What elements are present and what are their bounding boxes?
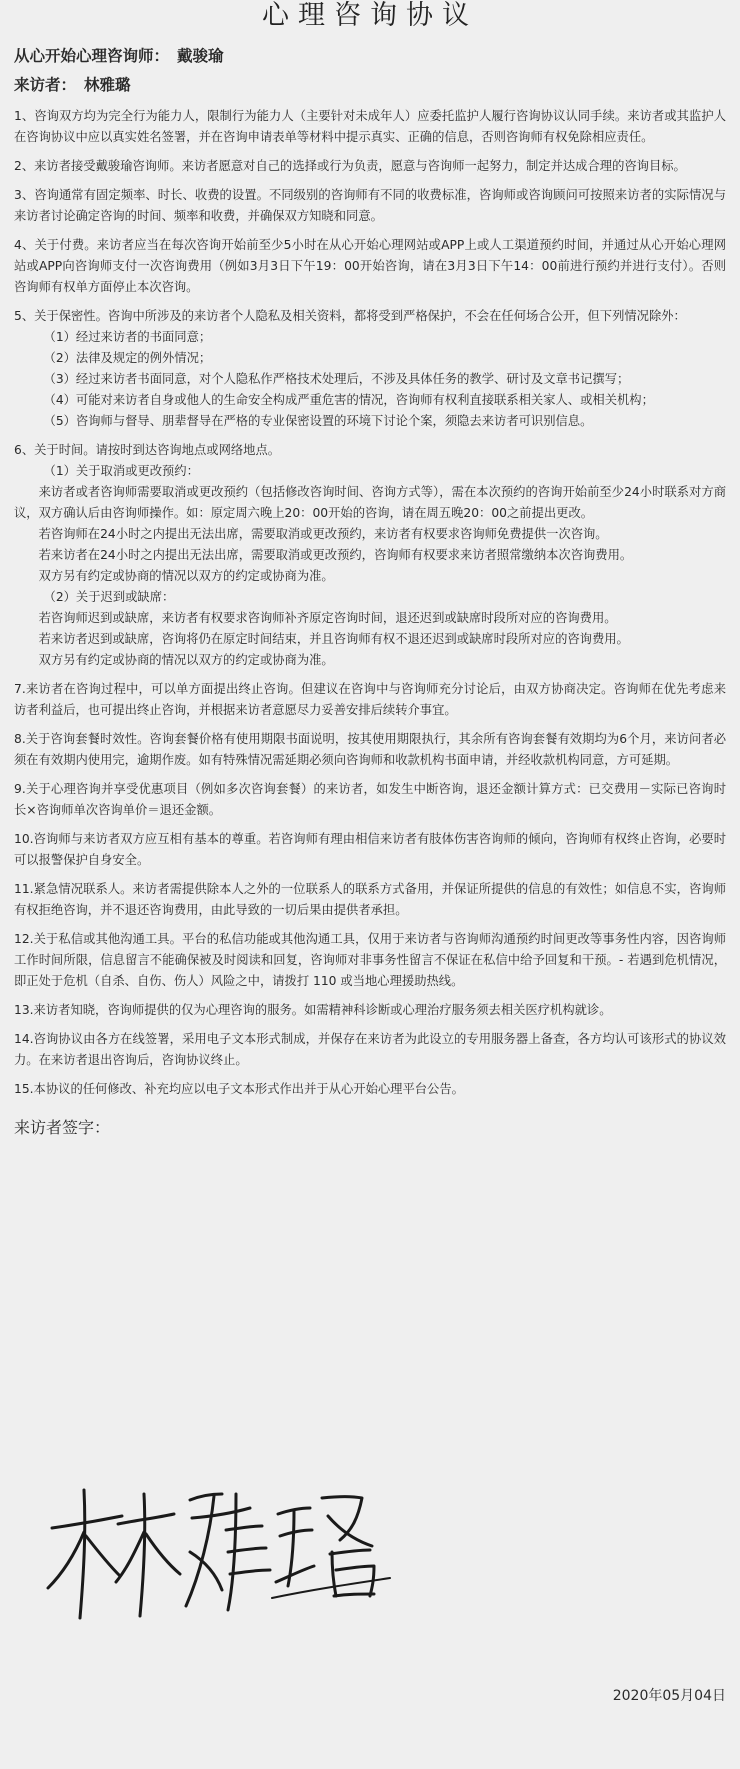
signature-label: 来访者签字： <box>14 1118 111 1137</box>
counselor-label: 从心开始心理咨询师： <box>14 47 170 65</box>
handwritten-signature <box>40 1470 400 1630</box>
clause-5-item-3: （3）经过来访者书面同意，对个人隐私作严格技术处理后，不涉及具体任务的教学、研讨及文章书记撰写； <box>43 372 630 386</box>
clause-10: 10.咨询师与来访者双方应互相有基本的尊重。若咨询师有理由相信来访者有肢体伤害咨询师的倾向，咨询师有权终止咨询，必要时可以报警保护自身安全。 <box>14 832 726 867</box>
agreement-document <box>14 0 726 1138</box>
clause-9: 9.关于心理咨询并享受优惠项目（例如多次咨询套餐）的来访者，如发生中断咨询，退还金额计算方式：已交费用－实际已咨询时长×咨询师单次咨询单价＝退还金额。 <box>14 782 726 817</box>
clause-8: 8.关于咨询套餐时效性。咨询套餐价格有使用期限书面说明，按其使用期限执行，其余所有咨询套餐有效期均为6个月，来访问者必须在有效期内使用完，逾期作废。如有特殊情况需延期必须向咨询师和收款机构书面申请，并经收款机构同意，方可延期。 <box>14 732 726 767</box>
clause-6-sub-1-text-4: 双方另有约定或协商的情况以双方的约定或协商为准。 <box>38 569 334 583</box>
signature-date: 2020年05月04日 <box>612 1688 726 1704</box>
clause-6-sub-2-text-2: 若来访者迟到或缺席，咨询将仍在原定时间结束，并且咨询师有权不退还迟到或缺席时段所对应的咨询费用。 <box>38 632 629 646</box>
clause-14: 14.咨询协议由各方在线签署，采用电子文本形式制成，并保存在来访者为此设立的专用服务器上备查，各方均认可该形式的协议效力。在来访者退出咨询后，咨询协议终止。 <box>14 1032 726 1067</box>
clause-6: 6、关于时间。请按时到达咨询地点或网络地点。 <box>14 443 281 457</box>
clause-5-item-4: （4）可能对来访者自身或他人的生命安全构成严重危害的情况，咨询师有权利直接联系相关家人、或相关机构； <box>43 393 654 407</box>
clause-6-sub-2-text-3: 双方另有约定或协商的情况以双方的约定或协商为准。 <box>38 653 334 667</box>
clause-5: 5、关于保密性。咨询中所涉及的来访者个人隐私及相关资料，都将受到严格保护，不会在任何场合公开，但下列情况除外： <box>14 309 686 323</box>
clause-12: 12.关于私信或其他沟通工具。平台的私信功能或其他沟通工具，仅用于来访者与咨询师沟通预约时间更改等事务性内容，因咨询师工作时间所限，信息留言不能确保被及时阅读和回复，咨询师对非事务性留言不保证在私信中给予回复和干预。- 若遇到危机情况，即正处于危机（自杀、自伤、伤人）风险之中，请拨打 110 或当地心理援助热线。 <box>14 932 726 988</box>
clause-6-sub-1-text-2: 若咨询师在24小时之内提出无法出席，需要取消或更改预约，来访者有权要求咨询师免费提供一次咨询。 <box>38 527 608 541</box>
clause-7: 7.来访者在咨询过程中，可以单方面提出终止咨询。但建议在咨询中与咨询师充分讨论后，由双方协商决定。咨询师在优先考虑来访者利益后，也可提出终止咨询，并根据来访者意愿尽力妥善安排后续转介事宜。 <box>14 682 726 717</box>
clauses <box>14 106 726 1100</box>
clause-2: 2、来访者接受戴骏瑜咨询师。来访者愿意对自己的选择或行为负责，愿意与咨询师一起努力，制定并达成合理的咨询目标。 <box>14 159 686 173</box>
clause-5-item-1: （1）经过来访者的书面同意； <box>43 330 212 344</box>
client-label: 来访者： <box>14 76 77 94</box>
document-title: 心理咨询协议 <box>262 0 478 31</box>
clause-4: 4、关于付费。来访者应当在每次咨询开始前至少5小时在从心开始心理网站或APP上或人工渠道预约时间，并通过从心开始心理网站或APP向咨询师支付一次咨询费用（例如3月3日下午19：00开始咨询，请在3月3日下午14：00前进行预约并进行支付）。否则咨询师有权单方面停止本次咨询。 <box>14 238 726 294</box>
clause-13: 13.来访者知晓，咨询师提供的仅为心理咨询的服务。如需精神科诊断或心理治疗服务须去相关医疗机构就诊。 <box>14 1003 612 1017</box>
client-name: 林雅璐 <box>84 76 131 94</box>
clause-6-sub-1: （1）关于取消或更改预约： <box>43 464 199 478</box>
clause-6-sub-1-text-1: 来访者或者咨询师需要取消或更改预约（包括修改咨询时间、咨询方式等），需在本次预约的咨询开始前至少24小时联系对方商议，双方确认后由咨询师操作。如：原定周六晚上20：00开始的咨询，请在周五晚20：00之前提出更改。 <box>14 485 726 520</box>
clause-3: 3、咨询通常有固定频率、时长、收费的设置。不同级别的咨询师有不同的收费标准，咨询师或咨询顾问可按照来访者的实际情况与来访者讨论确定咨询的时间、频率和收费，并确保双方知晓和同意。 <box>14 188 726 223</box>
counselor-line <box>14 47 726 65</box>
clause-5-item-2: （2）法律及规定的例外情况； <box>43 351 212 365</box>
clause-1: 1、咨询双方均为完全行为能力人，限制行为能力人（主要针对未成年人）应委托监护人履行咨询协议认同手续。来访者或其监护人在咨询协议中应以真实姓名签署，并在咨询申请表单等材料中提示真实、正确的信息，否则咨询师有权免除相应责任。 <box>14 109 726 144</box>
clause-6-sub-2: （2）关于迟到或缺席： <box>43 590 175 604</box>
client-line <box>14 76 726 94</box>
clause-15: 15.本协议的任何修改、补充均应以电子文本形式作出并于从心开始心理平台公告。 <box>14 1082 464 1096</box>
counselor-name: 戴骏瑜 <box>177 47 224 65</box>
clause-11: 11.紧急情况联系人。来访者需提供除本人之外的一位联系人的联系方式备用，并保证所提供的信息的有效性；如信息不实，咨询师有权拒绝咨询，并不退还咨询费用，由此导致的一切后果由提供者承担。 <box>14 882 726 917</box>
clause-5-item-5: （5）咨询师与督导、朋辈督导在严格的专业保密设置的环境下讨论个案，须隐去来访者可识别信息。 <box>43 414 593 428</box>
clause-6-sub-2-text-1: 若咨询师迟到或缺席，来访者有权要求咨询师补齐原定咨询时间，退还迟到或缺席时段所对应的咨询费用。 <box>38 611 617 625</box>
clause-6-sub-1-text-3: 若来访者在24小时之内提出无法出席，需要取消或更改预约，咨询师有权要求来访者照常缴纳本次咨询费用。 <box>38 548 633 562</box>
